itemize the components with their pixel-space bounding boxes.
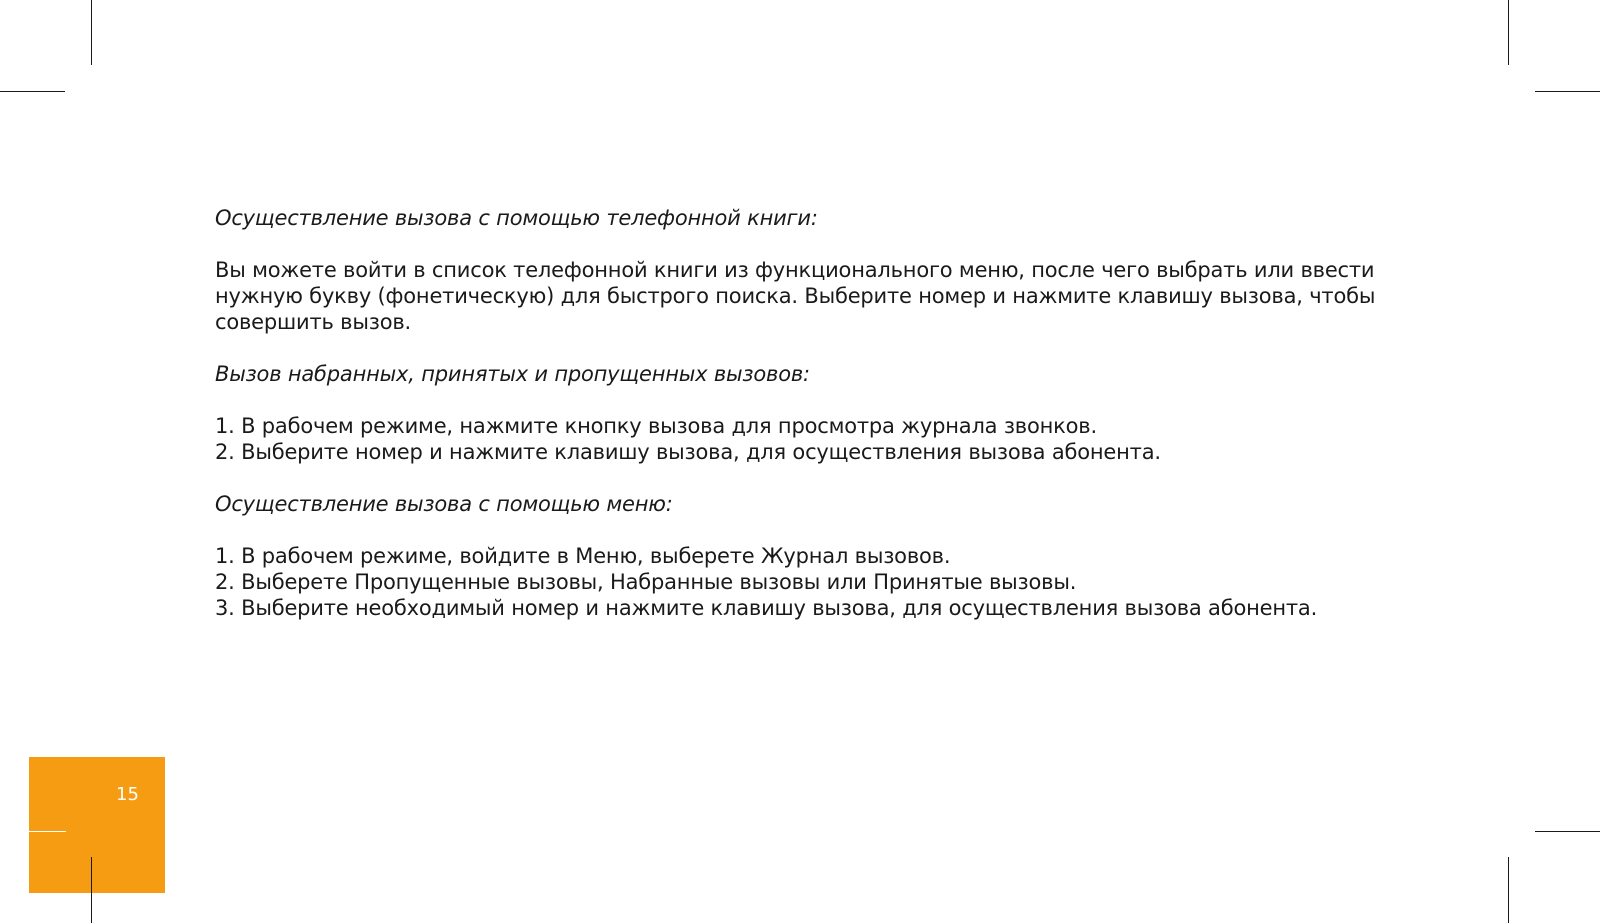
crop-mark-bottom-right-horizontal (1535, 831, 1600, 832)
section-heading-call-log: Вызов набранных, принятых и пропущенных вызовов: (215, 362, 810, 386)
list-item: 1. В рабочем режиме, нажмите кнопку вызова для просмотра журнала звонков. (215, 414, 1097, 438)
section-heading-menu: Осуществление вызова с помощью меню: (215, 492, 673, 516)
crop-mark-bottom-right-vertical (1508, 857, 1509, 923)
page-box-notch-horizontal (0, 831, 66, 832)
list-item: 2. Выберете Пропущенные вызовы, Набранные вызовы или Принятые вызовы. (215, 570, 1077, 594)
page-box-notch-vertical (91, 857, 92, 923)
page-number-box (29, 757, 165, 893)
crop-mark-top-right-horizontal (1535, 91, 1600, 92)
page-number: 15 (116, 784, 139, 805)
paragraph-line: нужную букву (фонетическую) для быстрого поиска. Выберите номер и нажмите клавишу вызова, чтобы (215, 284, 1376, 308)
crop-mark-top-left-horizontal (0, 91, 65, 92)
page-body (215, 205, 1395, 621)
list-item: 2. Выберите номер и нажмите клавишу вызова, для осуществления вызова абонента. (215, 440, 1161, 464)
section-heading-phonebook: Осуществление вызова с помощью телефонной книги: (215, 206, 818, 230)
list-item: 3. Выберите необходимый номер и нажмите клавишу вызова, для осуществления вызова абонента. (215, 596, 1318, 620)
crop-mark-top-right-vertical (1508, 0, 1509, 65)
list-item: 1. В рабочем режиме, войдите в Меню, выберете Журнал вызовов. (215, 544, 951, 568)
crop-mark-top-left-vertical (91, 0, 92, 65)
paragraph-line: Вы можете войти в список телефонной книги из функционального меню, после чего выбрать или ввести (215, 258, 1375, 282)
paragraph-line: совершить вызов. (215, 310, 411, 334)
